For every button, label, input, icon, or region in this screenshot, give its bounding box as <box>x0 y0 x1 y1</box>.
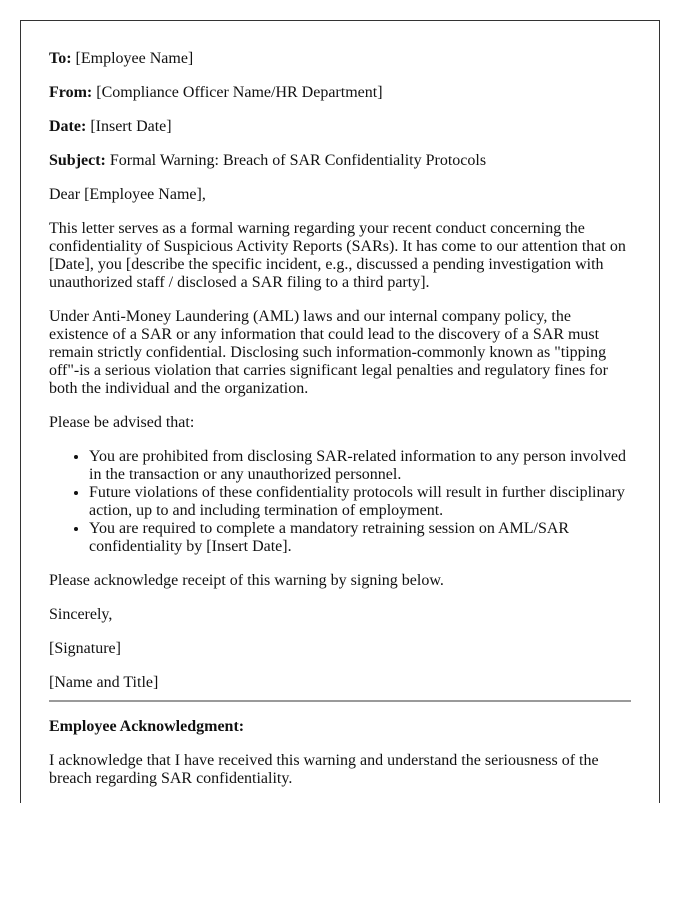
to-line <box>49 50 631 68</box>
advisory-intro: Please be advised that: <box>49 414 195 431</box>
date-value: [Insert Date] <box>90 118 172 135</box>
name-title-placeholder: [Name and Title] <box>49 674 159 691</box>
subject-label: Subject: <box>49 152 106 169</box>
acknowledgment-heading: Employee Acknowledgment: <box>49 718 245 735</box>
acknowledge-request: Please acknowledge receipt of this warning by signing below. <box>49 572 444 589</box>
date-line <box>49 118 631 136</box>
to-label: To: <box>49 50 72 67</box>
salutation: Dear [Employee Name], <box>49 186 206 203</box>
advisory-list <box>49 448 631 556</box>
acknowledgment-text: I acknowledge that I have received this warning and understand the seriousness of the breach regarding SAR confidentiality. <box>49 752 599 787</box>
subject-value: Formal Warning: Breach of SAR Confidentiality Protocols <box>109 152 487 169</box>
section-divider <box>49 700 631 702</box>
warning-letter <box>20 20 660 803</box>
subject-line <box>49 152 631 170</box>
advisory-item: • You are required to complete a mandatory retraining session on AML/SAR confidentiality by [Insert Date]. <box>89 520 631 556</box>
advisory-item: • You are prohibited from disclosing SAR-related information to any person involved in the transaction or any unauthorized personnel. <box>89 448 631 484</box>
policy-paragraph: Under Anti-Money Laundering (AML) laws and our internal company policy, the existence of a SAR or any information that could lead to the discovery of a SAR must remain strictly confidential. Disclosing such information-commonly known as "tipping off"-is a serious violation that carries significant legal penalties and regulatory fines for both the individual and the organization. <box>49 308 608 397</box>
date-label: Date: <box>49 118 87 135</box>
advisory-item: • Future violations of these confidentiality protocols will result in further disciplinary action, up to and including termination of employment. <box>89 484 631 520</box>
from-value: [Compliance Officer Name/HR Department] <box>96 84 383 101</box>
incident-paragraph: This letter serves as a formal warning regarding your recent conduct concerning the confidentiality of Suspicious Activity Reports (SARs). It has come to our attention that on [Date], you [describe the specific incident, e.g., discussed a pending investigation with unauthorized staff / disclosed a SAR filing to a third party]. <box>49 220 626 291</box>
to-value: [Employee Name] <box>75 50 194 67</box>
signature-placeholder: [Signature] <box>49 640 121 657</box>
valediction: Sincerely, <box>49 606 113 623</box>
from-line <box>49 84 631 102</box>
from-label: From: <box>49 84 93 101</box>
